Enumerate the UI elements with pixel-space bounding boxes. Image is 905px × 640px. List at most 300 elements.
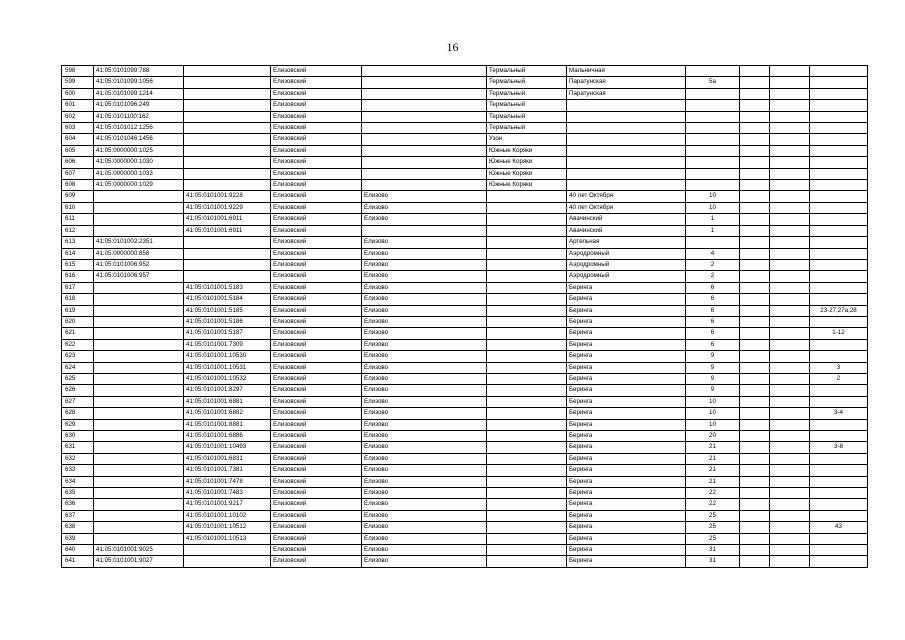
cell-cadastral-number [94,419,184,430]
cell-building-cadastral-number: 41:05:0101001:5183 [184,282,271,293]
cell-settlement: Елизово [362,510,487,521]
address-register-table [61,65,868,568]
cell-apartment [810,111,868,122]
cell-structure [770,259,810,270]
cell-street: Аэродромный [567,259,686,270]
cell-settlement: Елизово [362,533,487,544]
cell-row-number: 611 [62,214,94,225]
cell-row-number: 637 [62,510,94,521]
cell-apartment [810,134,868,145]
cell-apartment [810,66,868,77]
cell-apartment [810,237,868,248]
cell-street: Беринга [567,476,686,487]
cell-locality [487,419,567,430]
table-row [62,316,868,327]
cell-row-number: 609 [62,191,94,202]
cell-house-number: 6 [686,294,740,305]
cell-street: Беринга [567,465,686,476]
cell-district: Елизовский [271,453,362,464]
cell-locality [487,453,567,464]
cell-settlement [362,111,487,122]
cell-cadastral-number [94,294,184,305]
cell-apartment [810,88,868,99]
cell-settlement [362,77,487,88]
cell-apartment [810,465,868,476]
cell-settlement: Елизово [362,499,487,510]
cell-row-number: 619 [62,305,94,316]
table-row [62,237,868,248]
cell-house-number: 25 [686,510,740,521]
cell-house-number: 6 [686,316,740,327]
cell-locality: Южные Коряки [487,180,567,191]
cell-building-cadastral-number [184,237,271,248]
table-row [62,88,868,99]
cell-structure [770,339,810,350]
cell-locality: Термальный [487,123,567,134]
cell-apartment [810,259,868,270]
cell-locality [487,431,567,442]
cell-house-number [686,111,740,122]
cell-building-cadastral-number: 41:05:0101001:6886 [184,431,271,442]
cell-cadastral-number [94,442,184,453]
cell-row-number: 610 [62,202,94,213]
cell-settlement: Елизово [362,453,487,464]
cell-settlement: Елизово [362,271,487,282]
cell-locality [487,305,567,316]
cell-building-cadastral-number: 41:05:0101001:5186 [184,316,271,327]
cell-district: Елизовский [271,419,362,430]
cell-row-number: 621 [62,328,94,339]
cell-settlement: Елизово [362,442,487,453]
cell-house-number: 25 [686,522,740,533]
cell-building-cadastral-number [184,111,271,122]
cell-row-number: 599 [62,77,94,88]
cell-apartment: 3 [810,362,868,373]
cell-house-number: 6 [686,339,740,350]
cell-house-number [686,168,740,179]
table-row [62,339,868,350]
cell-apartment [810,510,868,521]
cell-locality [487,385,567,396]
cell-house-number [686,180,740,191]
cell-street: Паратунская [567,88,686,99]
cell-locality [487,373,567,384]
cell-building [740,237,770,248]
cell-row-number: 608 [62,180,94,191]
cell-settlement [362,100,487,111]
cell-apartment: 43 [810,522,868,533]
table-row [62,419,868,430]
cell-cadastral-number [94,453,184,464]
cell-district: Елизовский [271,305,362,316]
cell-locality [487,545,567,556]
cell-row-number: 613 [62,237,94,248]
cell-building-cadastral-number: 41:05:0101001:7478 [184,476,271,487]
cell-house-number: 9 [686,385,740,396]
cell-structure [770,111,810,122]
cell-cadastral-number [94,316,184,327]
cell-house-number: 21 [686,465,740,476]
table-row [62,476,868,487]
cell-building-cadastral-number [184,123,271,134]
cell-settlement: Елизово [362,373,487,384]
table-row [62,191,868,202]
table-row [62,214,868,225]
cell-street: Аэродромный [567,271,686,282]
table-row [62,259,868,270]
cell-street: Беринга [567,294,686,305]
cell-building [740,408,770,419]
cell-settlement [362,66,487,77]
cell-structure [770,408,810,419]
cell-locality: Термальный [487,111,567,122]
cell-structure [770,168,810,179]
cell-row-number: 603 [62,123,94,134]
cell-district: Елизовский [271,328,362,339]
cell-building [740,488,770,499]
cell-apartment [810,202,868,213]
cell-district: Елизовский [271,476,362,487]
cell-building-cadastral-number [184,88,271,99]
cell-district: Елизовский [271,373,362,384]
cell-street: Беринга [567,328,686,339]
cell-settlement: Елизово [362,522,487,533]
cell-building-cadastral-number [184,271,271,282]
cell-settlement: Елизово [362,488,487,499]
cell-building [740,316,770,327]
cell-cadastral-number [94,339,184,350]
cell-row-number: 625 [62,373,94,384]
cell-street: Беринга [567,442,686,453]
cell-house-number [686,145,740,156]
cell-building-cadastral-number: 41:05:0101001:10532 [184,373,271,384]
cell-building [740,145,770,156]
cell-district: Елизовский [271,157,362,168]
cell-building [740,100,770,111]
table-row [62,225,868,236]
cell-structure [770,465,810,476]
table-row [62,408,868,419]
cell-building-cadastral-number [184,168,271,179]
cell-apartment: 2 [810,373,868,384]
cell-building-cadastral-number: 41:05:0101001:8881 [184,419,271,430]
cell-cadastral-number [94,328,184,339]
cell-house-number: 4 [686,248,740,259]
cell-settlement: Елизово [362,328,487,339]
cell-locality [487,202,567,213]
cell-row-number: 618 [62,294,94,305]
cell-building [740,271,770,282]
cell-house-number: 6 [686,282,740,293]
cell-locality: Термальный [487,100,567,111]
cell-building-cadastral-number [184,248,271,259]
table-row [62,396,868,407]
cell-locality [487,499,567,510]
cell-street: Беринга [567,385,686,396]
cell-building [740,305,770,316]
cell-district: Елизовский [271,66,362,77]
cell-house-number [686,123,740,134]
cell-building [740,123,770,134]
cell-apartment [810,168,868,179]
cell-district: Елизовский [271,385,362,396]
cell-building-cadastral-number [184,545,271,556]
cell-cadastral-number [94,408,184,419]
cell-house-number: 10 [686,191,740,202]
table-row [62,282,868,293]
cell-locality [487,442,567,453]
cell-cadastral-number [94,533,184,544]
cell-district: Елизовский [271,408,362,419]
cell-district: Елизовский [271,134,362,145]
cell-building-cadastral-number [184,66,271,77]
cell-apartment [810,488,868,499]
cell-building-cadastral-number [184,77,271,88]
cell-settlement: Елизово [362,408,487,419]
cell-district: Елизовский [271,282,362,293]
table-row [62,465,868,476]
cell-cadastral-number [94,499,184,510]
cell-row-number: 605 [62,145,94,156]
cell-district: Елизовский [271,545,362,556]
cell-building [740,351,770,362]
table-row [62,373,868,384]
cell-cadastral-number: 41:05:0101099:788 [94,66,184,77]
cell-apartment [810,351,868,362]
cell-apartment [810,100,868,111]
table-row [62,123,868,134]
cell-locality [487,316,567,327]
cell-district: Елизовский [271,556,362,567]
cell-house-number: 6 [686,305,740,316]
cell-row-number: 632 [62,453,94,464]
cell-street: Беринга [567,373,686,384]
cell-apartment [810,431,868,442]
cell-street [567,123,686,134]
cell-building [740,453,770,464]
table-row [62,145,868,156]
table-row [62,294,868,305]
cell-cadastral-number: 41:05:0101001:9027 [94,556,184,567]
cell-house-number: 20 [686,431,740,442]
cell-cadastral-number [94,476,184,487]
cell-row-number: 600 [62,88,94,99]
table-row [62,351,868,362]
cell-house-number [686,157,740,168]
cell-street: Беринга [567,282,686,293]
table-row [62,545,868,556]
cell-cadastral-number [94,373,184,384]
cell-street: Авачинский [567,225,686,236]
cell-district: Елизовский [271,522,362,533]
cell-cadastral-number: 41:05:0000000:1030 [94,157,184,168]
cell-district: Елизовский [271,237,362,248]
cell-building-cadastral-number: 41:05:0101001:9217 [184,499,271,510]
cell-structure [770,431,810,442]
cell-street [567,168,686,179]
cell-building [740,465,770,476]
cell-structure [770,134,810,145]
cell-building [740,373,770,384]
cell-house-number [686,88,740,99]
cell-locality [487,522,567,533]
cell-house-number: 9 [686,373,740,384]
cell-district: Елизовский [271,180,362,191]
cell-locality [487,396,567,407]
cell-row-number: 607 [62,168,94,179]
cell-building [740,111,770,122]
cell-settlement [362,145,487,156]
cell-structure [770,362,810,373]
cell-locality [487,191,567,202]
cell-structure [770,499,810,510]
cell-structure [770,100,810,111]
cell-street: Беринга [567,499,686,510]
cell-building [740,214,770,225]
cell-building [740,442,770,453]
cell-settlement: Елизово [362,385,487,396]
cell-apartment [810,77,868,88]
table-row [62,431,868,442]
cell-district: Елизовский [271,431,362,442]
table-row [62,510,868,521]
cell-cadastral-number [94,385,184,396]
cell-apartment: 3-4 [810,408,868,419]
cell-structure [770,271,810,282]
cell-structure [770,88,810,99]
cell-settlement [362,225,487,236]
cell-row-number: 623 [62,351,94,362]
cell-locality [487,556,567,567]
cell-district: Елизовский [271,168,362,179]
cell-locality [487,533,567,544]
cell-cadastral-number [94,431,184,442]
cell-building [740,225,770,236]
table-row [62,442,868,453]
cell-apartment [810,214,868,225]
cell-building-cadastral-number: 41:05:0101001:10531 [184,362,271,373]
cell-settlement: Елизово [362,351,487,362]
cell-district: Елизовский [271,442,362,453]
cell-structure [770,225,810,236]
cell-row-number: 606 [62,157,94,168]
cell-locality [487,465,567,476]
cell-district: Елизовский [271,123,362,134]
cell-building-cadastral-number: 41:05:0101001:5185 [184,305,271,316]
cell-cadastral-number: 41:05:0101002:2351 [94,237,184,248]
cell-row-number: 631 [62,442,94,453]
table-row [62,100,868,111]
cell-cadastral-number [94,488,184,499]
cell-apartment [810,271,868,282]
cell-locality [487,248,567,259]
cell-district: Елизовский [271,202,362,213]
cell-structure [770,488,810,499]
cell-settlement: Елизово [362,396,487,407]
cell-locality: Узон [487,134,567,145]
table-row [62,271,868,282]
cell-district: Елизовский [271,191,362,202]
cell-settlement [362,134,487,145]
cell-apartment [810,180,868,191]
cell-district: Елизовский [271,488,362,499]
table-row [62,533,868,544]
cell-settlement: Елизово [362,248,487,259]
cell-district: Елизовский [271,271,362,282]
cell-cadastral-number: 41:05:0000000:1033 [94,168,184,179]
cell-building [740,476,770,487]
cell-structure [770,66,810,77]
cell-settlement [362,123,487,134]
cell-house-number: 2 [686,259,740,270]
cell-building-cadastral-number: 41:05:0101001:6882 [184,408,271,419]
cell-house-number: 10 [686,396,740,407]
cell-cadastral-number: 41:05:0101099:1056 [94,77,184,88]
cell-row-number: 638 [62,522,94,533]
cell-apartment [810,157,868,168]
cell-settlement: Елизово [362,237,487,248]
cell-street: Беринга [567,408,686,419]
cell-building-cadastral-number: 41:05:0101001:7483 [184,488,271,499]
cell-street: Авачинский [567,214,686,225]
cell-locality: Термальный [487,77,567,88]
cell-building-cadastral-number: 41:05:0101001:9229 [184,202,271,213]
cell-settlement: Елизово [362,316,487,327]
cell-district: Елизовский [271,510,362,521]
cell-district: Елизовский [271,100,362,111]
cell-apartment [810,476,868,487]
cell-building [740,77,770,88]
cell-building [740,134,770,145]
cell-house-number: 6 [686,328,740,339]
cell-building [740,510,770,521]
cell-house-number: 21 [686,453,740,464]
table-row [62,522,868,533]
cell-building-cadastral-number: 41:05:0101001:6881 [184,396,271,407]
cell-locality [487,328,567,339]
cell-row-number: 622 [62,339,94,350]
cell-building-cadastral-number [184,259,271,270]
cell-locality [487,271,567,282]
cell-house-number [686,66,740,77]
cell-structure [770,180,810,191]
cell-structure [770,214,810,225]
cell-apartment [810,145,868,156]
cell-apartment [810,248,868,259]
cell-locality [487,282,567,293]
cell-apartment: 1-12 [810,328,868,339]
cell-cadastral-number [94,214,184,225]
cell-house-number: 9 [686,362,740,373]
cell-row-number: 602 [62,111,94,122]
cell-structure [770,419,810,430]
cell-structure [770,202,810,213]
cell-district: Елизовский [271,145,362,156]
cell-street [567,111,686,122]
cell-cadastral-number [94,351,184,362]
cell-building-cadastral-number [184,180,271,191]
cell-structure [770,145,810,156]
cell-row-number: 612 [62,225,94,236]
cell-house-number [686,134,740,145]
cell-house-number: 10 [686,408,740,419]
cell-cadastral-number [94,282,184,293]
cell-cadastral-number [94,305,184,316]
cell-structure [770,476,810,487]
cell-house-number: 1 [686,214,740,225]
cell-street: Беринга [567,305,686,316]
cell-cadastral-number: 41:05:0101096:249 [94,100,184,111]
